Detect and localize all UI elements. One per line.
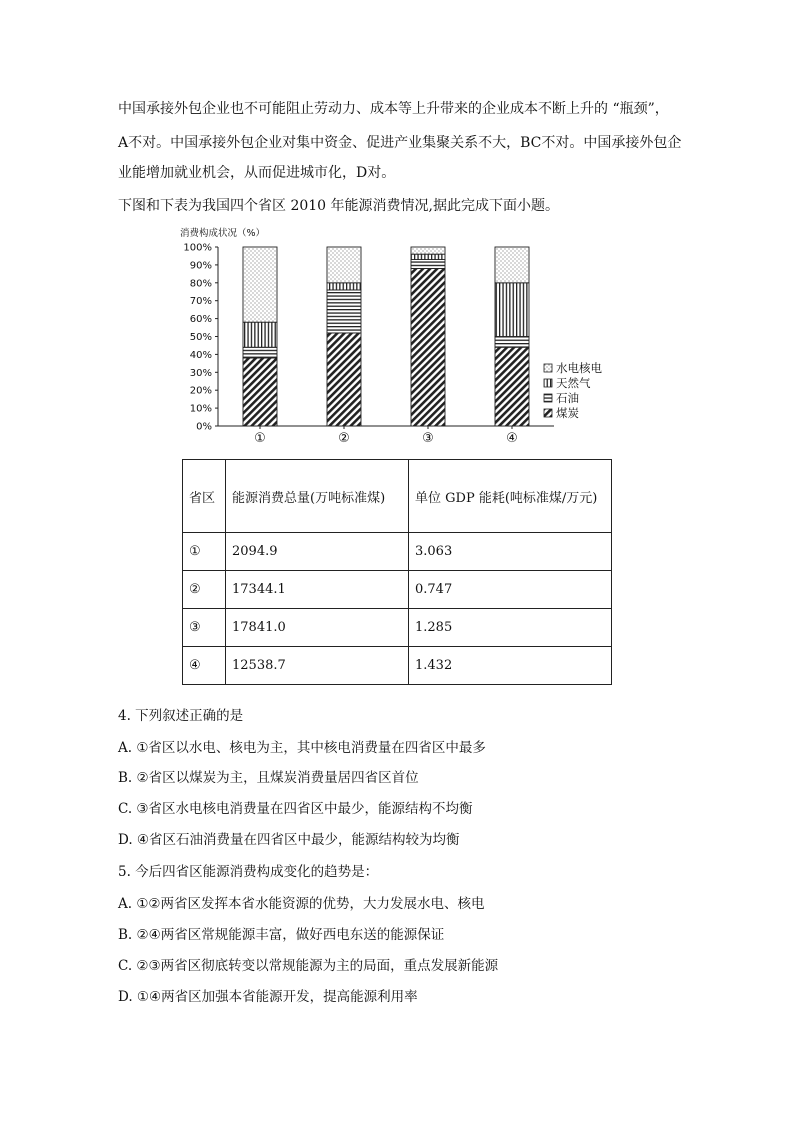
- y-tick-label: 30%: [189, 367, 212, 379]
- y-tick-label: 10%: [189, 403, 212, 415]
- table-cell: 1.432: [409, 647, 612, 685]
- x-tick-label: ④: [506, 431, 518, 446]
- table-cell: ②: [183, 571, 226, 609]
- bar-segment: [411, 268, 445, 426]
- legend-label: 天然气: [556, 376, 591, 390]
- table-cell: 2094.9: [226, 533, 409, 571]
- table-cell: 3.063: [409, 533, 612, 571]
- question-4-option-a: A. ①省区以水电、核电为主，其中核电消费量在四省区中最多: [118, 740, 486, 756]
- y-tick-label: 100%: [183, 242, 212, 254]
- y-tick-label: 40%: [189, 349, 212, 361]
- y-tick-label: 50%: [189, 332, 212, 343]
- question-4-option-c: C. ③省区水电核电消费量在四省区中最少，能源结构不均衡: [118, 801, 473, 817]
- table-header-cell: 省区: [183, 460, 226, 533]
- question-5-option-a: A. ①②两省区发挥本省水能资源的优势，大力发展水电、核电: [118, 896, 485, 912]
- y-tick-label: 60%: [189, 314, 212, 326]
- bar-segment: [243, 358, 277, 426]
- bar-segment: [495, 283, 529, 337]
- energy-structure-chart: [176, 224, 636, 448]
- bar-segment: [327, 283, 361, 290]
- table-header-row: [183, 460, 612, 533]
- y-tick-label: 80%: [189, 278, 212, 290]
- table-cell: ①: [183, 533, 226, 571]
- table-cell: 12538.7: [226, 647, 409, 685]
- legend-label: 石油: [556, 391, 579, 405]
- x-tick-label: ②: [338, 431, 350, 446]
- table-cell: ③: [183, 609, 226, 647]
- question-4-stem: 4. 下列叙述正确的是: [118, 708, 244, 724]
- table-header-cell: 单位 GDP 能耗(吨标准煤/万元): [409, 460, 612, 533]
- intro-line-4: 下图和下表为我国四个省区 2010 年能源消费情况,据此完成下面小题。: [118, 198, 559, 214]
- chart-legend: [544, 361, 602, 420]
- table-cell: 1.285: [409, 609, 612, 647]
- bar-segment: [327, 333, 361, 426]
- intro-line-1: 中国承接外包企业也不可能阻止劳动力、成本等上升带来的企业成本不断上升的 “瓶颈”，: [118, 101, 669, 117]
- question-4-option-b: B. ②省区以煤炭为主，且煤炭消费量居四省区首位: [118, 770, 419, 786]
- legend-swatch: [544, 409, 552, 417]
- chart-title: 消费构成状况（%）: [180, 228, 266, 239]
- x-tick-label: ③: [422, 431, 434, 446]
- table-cell: ④: [183, 647, 226, 685]
- y-tick-label: 0%: [196, 421, 212, 433]
- intro-line-3: 业能增加就业机会，从而促进城市化，D对。: [118, 165, 396, 181]
- table-header-cell: 能源消费总量(万吨标准煤): [226, 460, 409, 533]
- bar-segment: [495, 247, 529, 283]
- energy-table: [182, 459, 612, 685]
- table-cell: 0.747: [409, 571, 612, 609]
- bar-segment: [495, 337, 529, 348]
- table-row: [183, 533, 612, 571]
- bar-segment: [411, 254, 445, 259]
- bar-segment: [327, 290, 361, 333]
- question-4-option-d: D. ④省区石油消费量在四省区中最少，能源结构较为均衡: [118, 832, 460, 848]
- legend-swatch: [544, 364, 552, 372]
- y-tick-label: 20%: [189, 385, 212, 397]
- legend-label: 煤炭: [556, 406, 579, 420]
- legend-label: 水电核电: [556, 361, 602, 375]
- bar-segment: [411, 247, 445, 254]
- bar-segment: [243, 247, 277, 322]
- table-row: [183, 609, 612, 647]
- table-row: [183, 571, 612, 609]
- y-tick-label: 70%: [189, 296, 212, 308]
- intro-line-2: A不对。中国承接外包企业对集中资金、促进产业集聚关系不大，BC不对。中国承接外包企: [118, 135, 682, 151]
- bar-segment: [243, 347, 277, 358]
- question-5-option-c: C. ②③两省区彻底转变以常规能源为主的局面，重点发展新能源: [118, 958, 499, 974]
- question-5-stem: 5. 今后四省区能源消费构成变化的趋势是：: [118, 864, 379, 880]
- table-cell: 17841.0: [226, 609, 409, 647]
- chart-bars: [243, 247, 529, 446]
- legend-swatch: [544, 394, 552, 402]
- bar-segment: [495, 347, 529, 426]
- y-tick-label: 90%: [189, 260, 212, 272]
- bar-segment: [243, 322, 277, 347]
- table-cell: 17344.1: [226, 571, 409, 609]
- bar-segment: [327, 247, 361, 283]
- x-tick-label: ①: [254, 431, 266, 446]
- legend-swatch: [544, 379, 552, 387]
- table-row: [183, 647, 612, 685]
- question-5-option-d: D. ①④两省区加强本省能源开发，提高能源利用率: [118, 989, 418, 1005]
- bar-segment: [411, 260, 445, 269]
- question-5-option-b: B. ②④两省区常规能源丰富，做好西电东送的能源保证: [118, 927, 445, 943]
